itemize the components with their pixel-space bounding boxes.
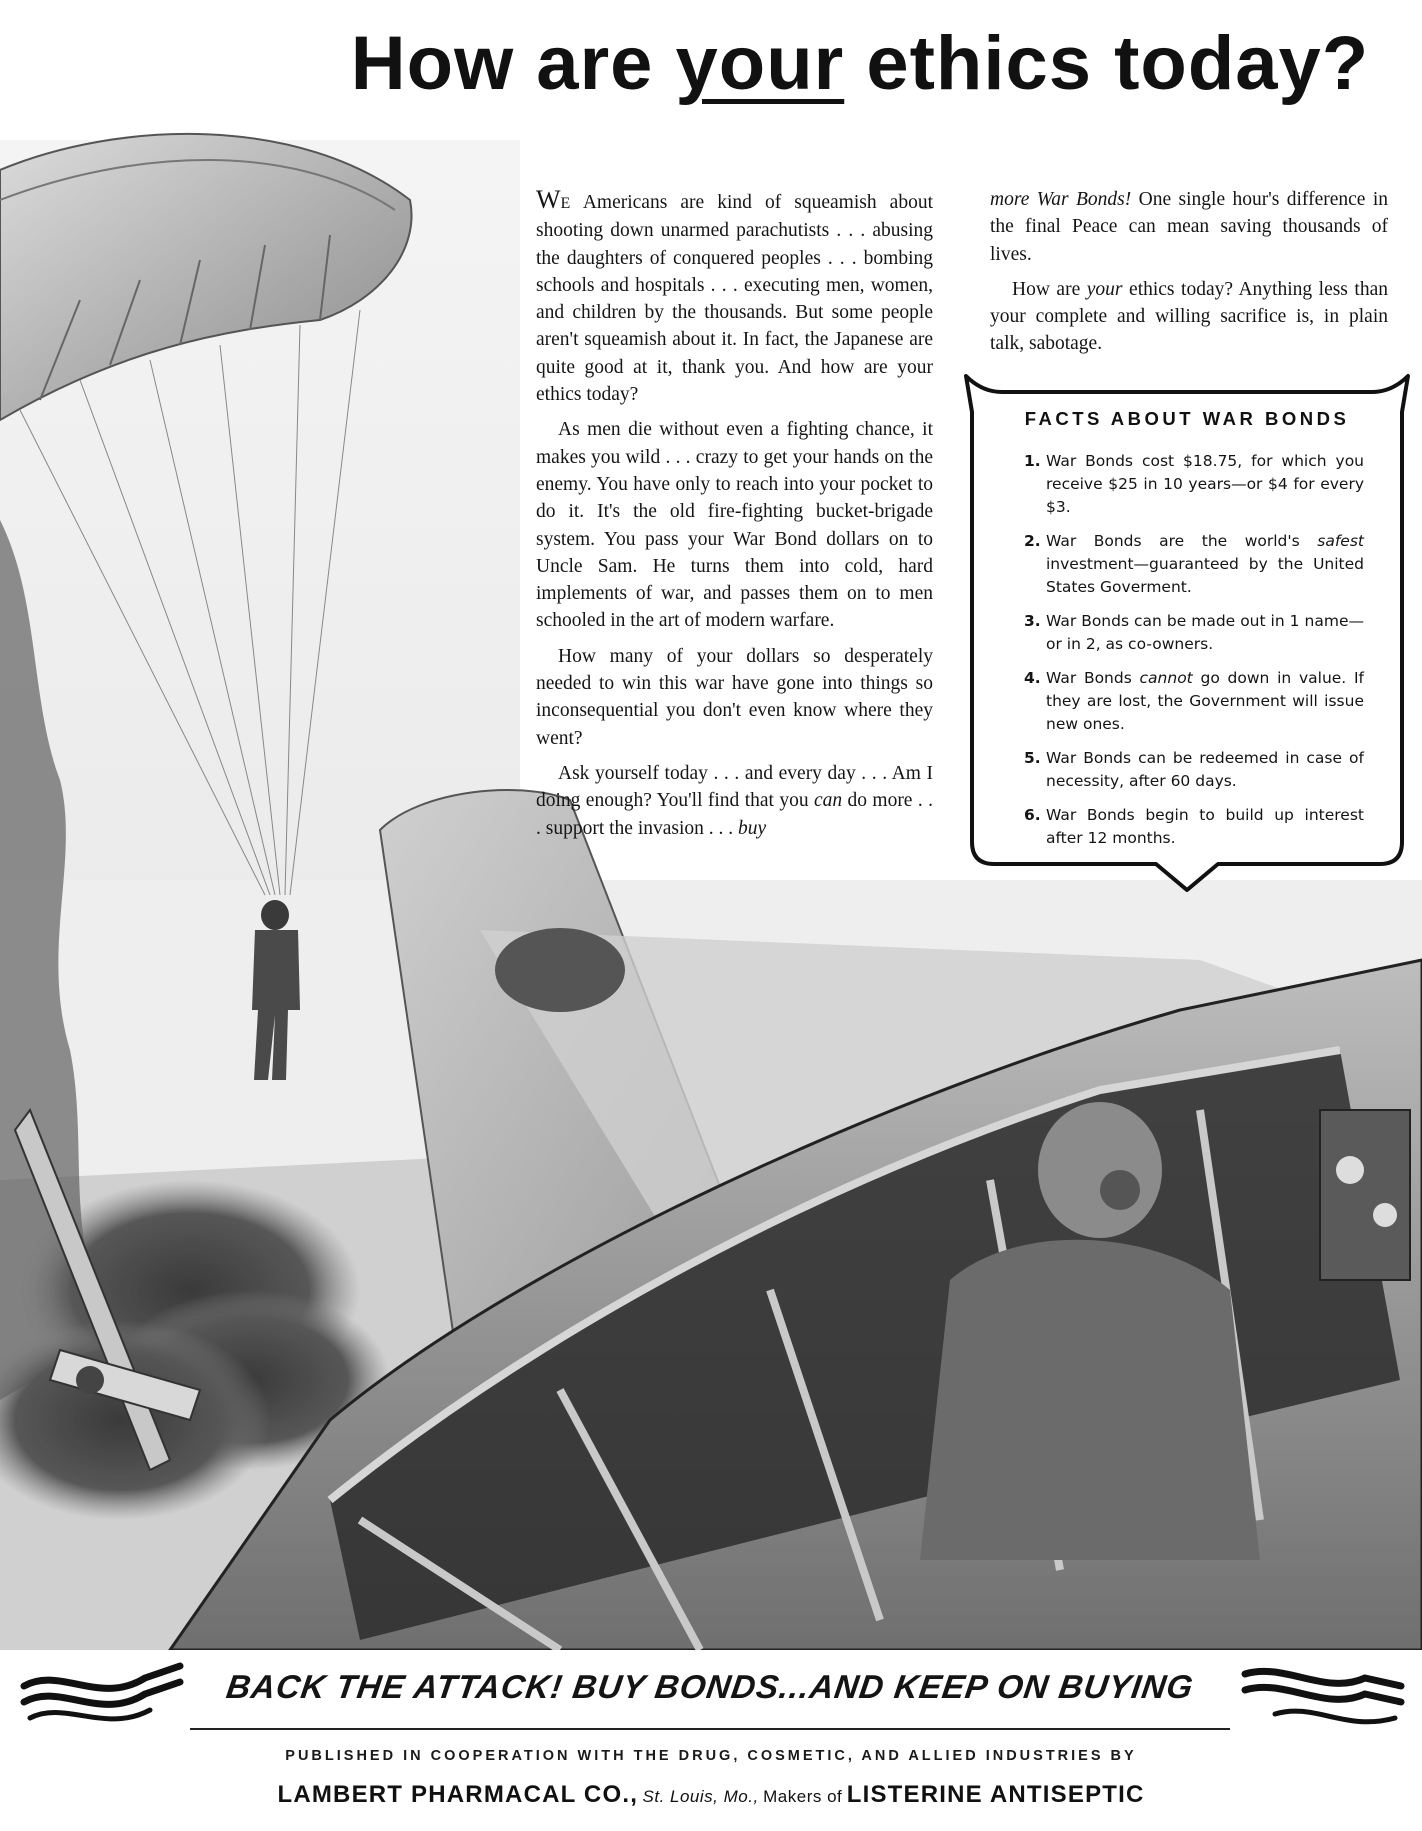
body-paragraph-3: How many of your dollars so desperately needed to win this war have gone into things so inconsequential you don't even know where they went? [536, 645, 933, 749]
fact-item-3: 3. War Bonds can be made out in 1 name—or in 2, as co-owners. [1024, 612, 1364, 653]
fact-item-6: 6. War Bonds begin to build up interest after 12 months. [1024, 806, 1364, 847]
slogan-text: BACK THE ATTACK! BUY BONDS...AND KEEP ON BUYING [224, 1668, 1197, 1705]
body-paragraph-6: How are your ethics today? Anything less than your complete and willing sacrifice is, in plain talk, sabotage. [990, 278, 1388, 355]
facts-list [1024, 450, 1364, 861]
makers-label: Makers of [763, 1787, 843, 1806]
sponsor-line [0, 1781, 1422, 1809]
wing-roundel [495, 928, 625, 1012]
headline: How are your ethics today? [350, 21, 1370, 106]
ribbon-flourish-left [20, 1656, 190, 1736]
company-location: St. Louis, Mo., [642, 1787, 759, 1806]
company-name: LAMBERT PHARMACAL CO., [277, 1781, 639, 1808]
fact-item-2: 2. War Bonds are the world's safest investment—guaranteed by the United States Goverment. [1024, 532, 1364, 596]
fact-item-1: 1. War Bonds cost $18.75, for which you receive $25 in 10 years—or $4 for every $3. [1024, 452, 1364, 516]
facts-title: FACTS ABOUT WAR BONDS [1024, 408, 1350, 429]
product-name: LISTERINE ANTISEPTIC [846, 1781, 1145, 1808]
body-column-left [536, 186, 933, 850]
publisher-note: PUBLISHED IN COOPERATION WITH THE DRUG, COSMETIC, AND ALLIED INDUSTRIES BY [285, 1748, 1137, 1764]
slogan-band [0, 1648, 1422, 1736]
body-paragraph-4: Ask yourself today . . . and every day . . . Am I doing enough? You'll find that you can do more . . . support the invasion . . . buy [536, 762, 933, 839]
headline-emphasis: your [675, 21, 845, 106]
body-paragraph-5: more War Bonds! One single hour's difference in the final Peace can mean saving thousands of lives. [990, 189, 1389, 265]
body-column-right [990, 186, 1388, 366]
body-paragraph-1: WE Americans are kind of squeamish about shooting down unarmed parachutists . . . abusing the daughters of conquered peoples . . . bombing schools and hospitals . . . executing men, women, and children by the thousands. But some people aren't squeamish about it. In fact, the Japanese are quite good at it, thank you. And how are your ethics today? [536, 185, 933, 406]
pilot-head [1038, 1102, 1162, 1238]
fact-item-4: 4. War Bonds cannot go down in value. If they are lost, the Government will issue new ones. [1024, 669, 1364, 733]
ribbon-flourish-right [1235, 1656, 1405, 1736]
facts-box [962, 372, 1412, 892]
slogan-rule [190, 1728, 1230, 1730]
body-paragraph-2: As men die without even a fighting chance, it makes you wild . . . crazy to get your hands on the enemy. You have only to reach into your pocket to do it. It's the old fire-fighting bucket-brigade system. You pass your War Bond dollars on to Uncle Sam. He turns them into cold, hard implements of war, and passes them on to men schooled in the art of modern warfare. [536, 419, 933, 632]
fact-item-5: 5. War Bonds can be redeemed in case of necessity, after 60 days. [1024, 749, 1364, 790]
